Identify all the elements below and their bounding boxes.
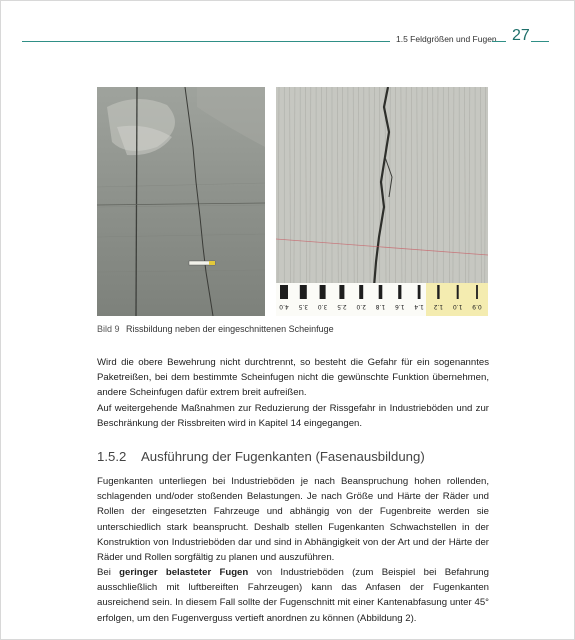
scale-label: 1.2 xyxy=(433,303,444,310)
scale-label: 3.0 xyxy=(317,303,328,310)
scale-label: 1.0 xyxy=(452,303,463,310)
paragraph-2: Auf weitergehende Maßnahmen zur Reduzierung der Rissgefahr in Industrieböden und zur Beschränkung der Rissbreiten wird in Kapitel 14 eingegangen. xyxy=(97,403,489,430)
paragraph-4 xyxy=(97,565,489,626)
scale-label: 4.0 xyxy=(279,303,289,310)
paragraph-3: Fugenkanten unterliegen bei Industrieböden je nach Beanspruchung hohen rollenden, schlagenden und/oder stoßenden Belastungen. Je nach Größe und Härte der Räder und Rollen der eingesetzten Fahrzeuge und abhängig von der Fugenbreite werden sie unterschiedlich stark beansprucht. Deshalb stellen Fugenkanten Schwachstellen in der Konstruktion von Industrieböden dar und sind in Abhängigkeit von der Art und der Härte der Räder und Rollen sorgfältig zu planen und auszuführen. xyxy=(97,476,489,564)
scale-label: 2.5 xyxy=(337,303,347,310)
section-title: Ausführung der Fugenkanten (Fasenausbildung) xyxy=(141,449,425,464)
scale-bar xyxy=(437,285,439,299)
header-rule xyxy=(22,41,390,42)
scale-label: 1.8 xyxy=(375,303,386,310)
paragraph-4-rest: von Industrieböden (zum Beispiel bei Befahrung ausschließlich mit luftbereiften Fahrzeugen) kann das Anfasen der Fugenkanten ausreichend sein. In diesem Fall sollte der Fugenschnitt mit einer Kantenabfasung unter 45° erfolgen, um den Fugenverguss vertieft anordnen zu können (Abbildung 2). xyxy=(97,567,489,624)
page-number: 27 xyxy=(512,27,530,44)
photo-crack-closeup xyxy=(276,87,488,316)
scale-label: 0.9 xyxy=(472,303,482,310)
scale-label: 3.5 xyxy=(298,303,309,310)
scale-bar xyxy=(280,285,288,299)
section-number: 1.5.2 xyxy=(97,449,127,464)
scale-label: 1.4 xyxy=(414,303,424,310)
paragraph-1: Wird die obere Bewehrung nicht durchtrennt, so besteht die Gefahr für ein sogenanntes Paketreißen, bei dem bestimmte Scheinfugen nicht die gewünschte Funktion übernehmen, andere Scheinfugen dafür extrem breit aufreißen. xyxy=(97,357,489,399)
scale-bar xyxy=(418,285,421,299)
header-rule-short xyxy=(492,41,506,42)
scale-bar xyxy=(379,285,383,299)
scale-bar xyxy=(476,285,478,299)
photo-floor-joint xyxy=(97,87,265,316)
scale-bar xyxy=(339,285,344,299)
scale-bar xyxy=(398,285,401,299)
paragraph-4-emphasis: geringer belasteter Fugen xyxy=(119,567,249,578)
figure-label: Bild 9 xyxy=(97,324,120,334)
running-head: 1.5 Feldgrößen und Fugen xyxy=(396,34,497,44)
paragraph-4-lead: Bei xyxy=(97,567,120,578)
scale-bar xyxy=(457,285,459,299)
scale-bar xyxy=(300,285,307,299)
figure-caption-text: Rissbildung neben der eingeschnittenen Scheinfuge xyxy=(126,324,334,334)
section-heading xyxy=(97,449,425,464)
scale-label: 2.0 xyxy=(356,303,366,310)
scale-bar xyxy=(359,285,363,299)
figure-caption xyxy=(97,324,334,334)
scale-label: 1.6 xyxy=(395,303,405,310)
scale-bar xyxy=(320,285,326,299)
header-rule-end xyxy=(531,41,549,42)
